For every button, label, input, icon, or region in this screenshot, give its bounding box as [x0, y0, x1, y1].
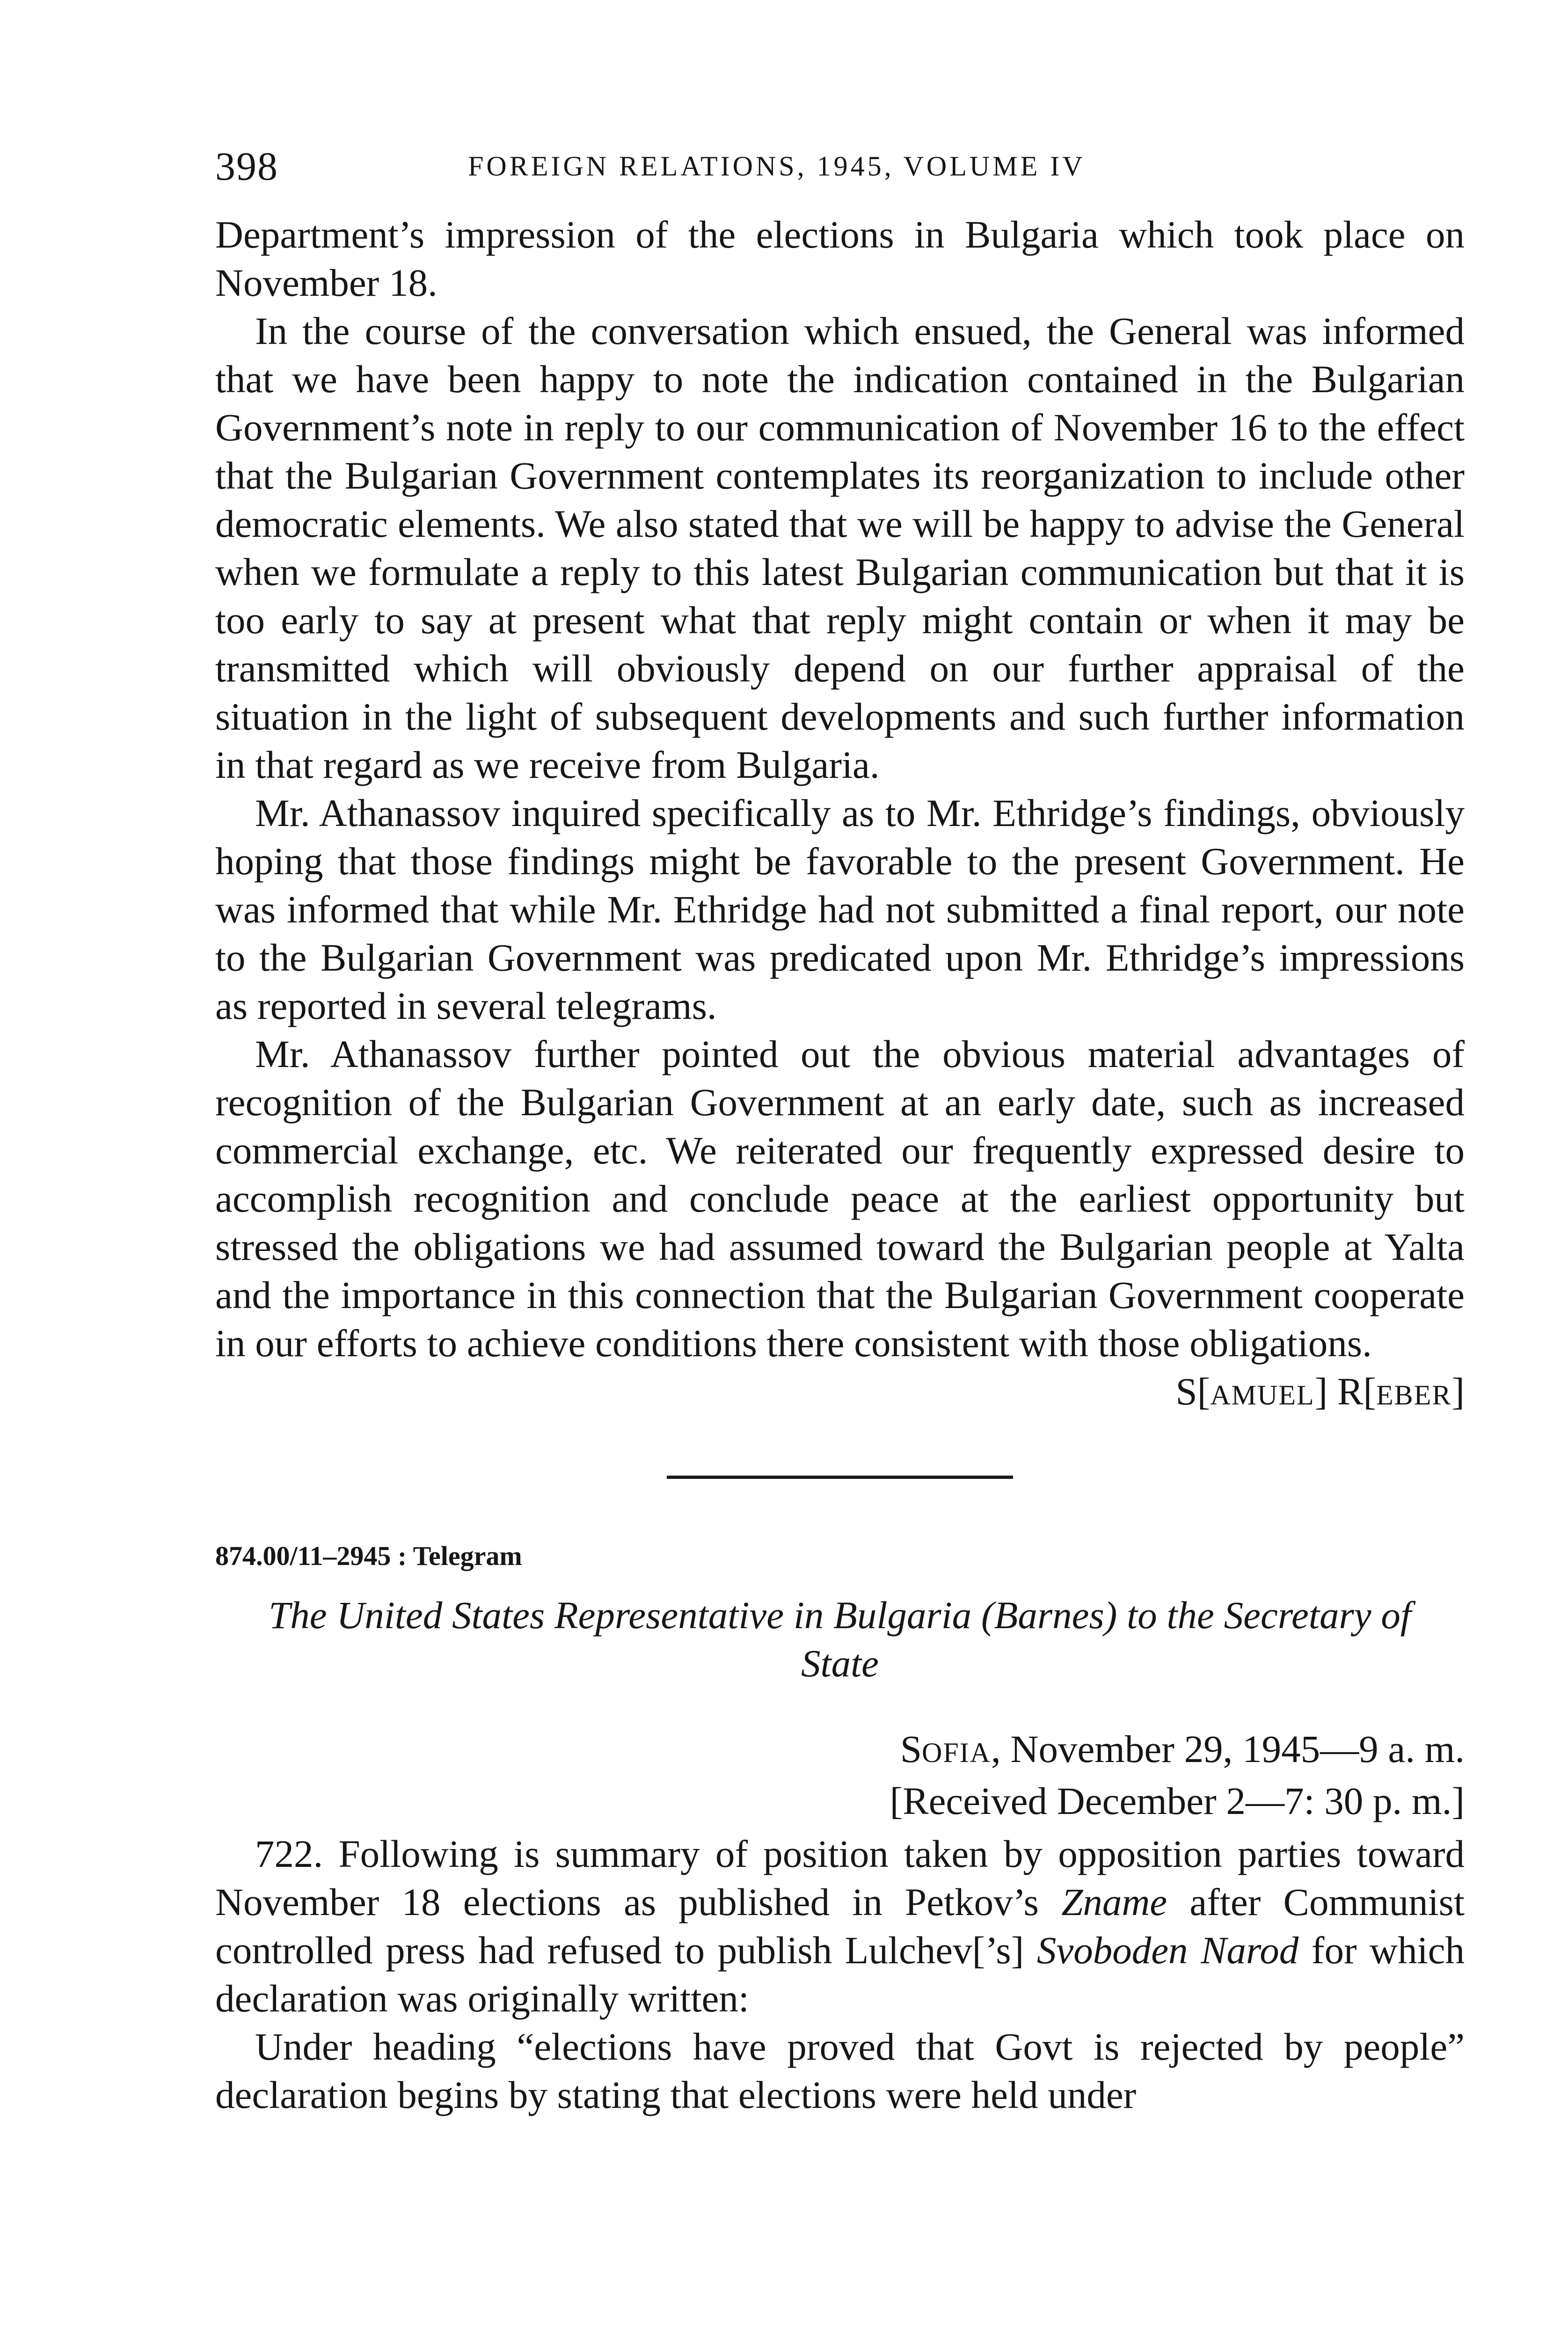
signature-r-rest: EBER	[1376, 1380, 1452, 1411]
section-divider	[667, 1476, 1013, 1479]
signature	[215, 1367, 1465, 1419]
page-number: 398	[215, 144, 278, 189]
paragraph-conversation: In the course of the conversation which ensued, the General was informed that we have been happy to note the indication contained in the Bulgarian Government’s note in reply to our communication of November 16 to the effect that the Bulgarian Government contemplates its reorganization to include other democratic elements. We also stated that we will be happy to advise the General when we formulate a reply to this latest Bulgarian communication but that it is too early to say at present what that reply might contain or when it may be transmitted which will obviously depend on our further appraisal of the situation in the light of subsequent developments and such further information in that regard as we receive from Bulgaria.	[215, 309, 1465, 786]
summary-text-a: 722. Following is summary of position taken by opposition parties toward November 18 elections as published in Petkov’s	[215, 1832, 1465, 1923]
summary-text-b: after Communist controlled press had refused to publish Lulchev[’s]	[215, 1880, 1465, 1972]
zname-title: Zname	[1061, 1880, 1167, 1923]
telegram-paragraph-declaration: Under heading “elections have proved that Govt is rejected by people” declaration begins by stating that elections were held under	[215, 2025, 1465, 2116]
summary-text-c: for which declaration was originally written:	[215, 1929, 1465, 2020]
dateline-date: , November 29, 1945—9 a. m.	[991, 1727, 1465, 1770]
svoboden-narod-title: Svoboden Narod	[1036, 1929, 1299, 1972]
document-title: The United States Representative in Bulgaria (Barnes) to the Secretary of State	[269, 1594, 1411, 1685]
signature-s-initial: S[	[1175, 1370, 1211, 1413]
telegram-body	[215, 1830, 1465, 2119]
dateline	[215, 1725, 1465, 1777]
page-header	[215, 140, 1465, 192]
signature-close: ]	[1451, 1370, 1465, 1413]
running-head: FOREIGN RELATIONS, 1945, VOLUME IV	[468, 151, 1086, 182]
signature-r-initial: ] R[	[1314, 1370, 1377, 1413]
dateline-place-rest: OFIA	[922, 1737, 992, 1768]
paragraph-continuation: Department’s impression of the elections in Bulgaria which took place on November 18.	[215, 213, 1465, 304]
signature-s-rest: AMUEL	[1210, 1380, 1315, 1411]
paragraph-recognition-advantages: Mr. Athanassov further pointed out the obvious material advantages of recognition of the Bulgarian Government at an early date, such as increased commercial exchange, etc. We reiterated our frequently expressed desire to accomplish recognition and conclude peace at the earliest opportunity but stressed the obligations we had assumed toward the Bulgarian people at Yalta and the importance in this connection that the Bulgarian Government cooperate in our efforts to achieve conditions there consistent with those obligations.	[215, 1032, 1465, 1365]
paragraph-ethridge-findings: Mr. Athanassov inquired specifically as to Mr. Ethridge’s findings, obviously hoping that those findings might be favorable to the present Government. He was informed that while Mr. Ethridge had not submitted a final report, our note to the Bulgarian Government was predicated upon Mr. Ethridge’s impressions as reported in several telegrams.	[215, 791, 1465, 1027]
body-text	[215, 211, 1465, 1367]
file-reference: 874.00/11–2945 : Telegram	[215, 1541, 522, 1571]
document-page	[215, 140, 1465, 2340]
telegram-paragraph-summary	[215, 1830, 1465, 2023]
dateline-place-initial: S	[900, 1727, 922, 1770]
received-note: [Received December 2—7: 30 p. m.]	[890, 1779, 1465, 1822]
